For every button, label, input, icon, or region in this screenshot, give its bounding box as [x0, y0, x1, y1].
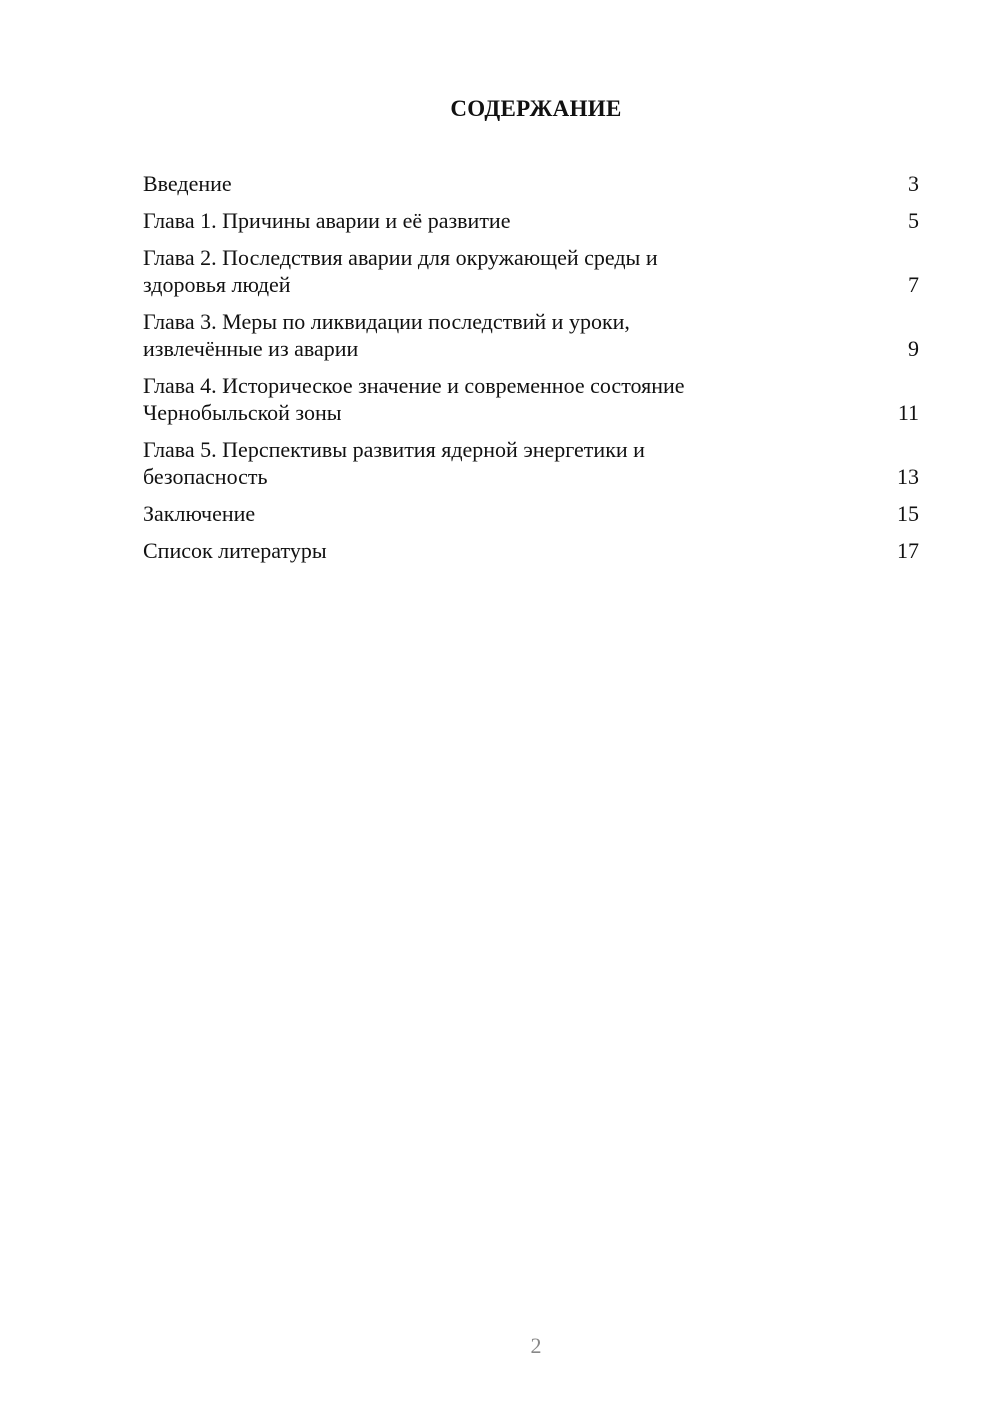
toc-entry-line: Глава 1. Причины аварии и её развитие [143, 208, 511, 233]
toc-entry-line: Чернобыльской зоны [143, 400, 342, 425]
toc-entry-line: здоровья людей [143, 272, 291, 297]
toc-page-number: 9 [908, 336, 919, 361]
toc-entry-line: Список литературы [143, 538, 327, 563]
page-title: СОДЕРЖАНИЕ [450, 96, 622, 121]
toc-entry-text [143, 500, 793, 527]
toc-entry-line: Глава 2. Последствия аварии для окружающей среды и [143, 245, 658, 270]
toc-entry-text [143, 436, 793, 490]
table-of-contents [143, 170, 919, 574]
page-number: 2 [530, 1333, 542, 1358]
toc-entry-line: безопасность [143, 464, 268, 489]
toc-entry-line: Глава 5. Перспективы развития ядерной энергетики и [143, 437, 645, 462]
toc-entry-text [143, 170, 793, 197]
toc-entry-line: извлечённые из аварии [143, 336, 359, 361]
toc-page-number: 15 [897, 501, 919, 526]
toc-entry-text [143, 372, 793, 426]
toc-page-number: 3 [908, 171, 919, 196]
toc-page-number: 17 [897, 538, 919, 563]
toc-entry-introduction [143, 170, 919, 197]
toc-entry-line: Глава 3. Меры по ликвидации последствий и уроки, [143, 309, 630, 334]
toc-page-number: 7 [908, 272, 919, 297]
toc-entry-text [143, 537, 793, 564]
toc-entry-line: Введение [143, 171, 232, 196]
toc-entry-references [143, 537, 919, 564]
toc-entry-chapter-4 [143, 372, 919, 426]
toc-entry-chapter-2 [143, 244, 919, 298]
toc-page-number: 11 [897, 400, 919, 425]
toc-entry-conclusion [143, 500, 919, 527]
toc-entry-chapter-3 [143, 308, 919, 362]
toc-entry-text [143, 244, 793, 298]
toc-entry-line: Заключение [143, 501, 256, 526]
toc-entry-chapter-1 [143, 207, 919, 234]
toc-entry-text [143, 207, 793, 234]
toc-entry-text [143, 308, 793, 362]
toc-page-number: 5 [908, 208, 919, 233]
toc-entry-chapter-5 [143, 436, 919, 490]
toc-page-number: 13 [897, 464, 919, 489]
toc-entry-line: Глава 4. Историческое значение и современное состояние [143, 373, 685, 398]
